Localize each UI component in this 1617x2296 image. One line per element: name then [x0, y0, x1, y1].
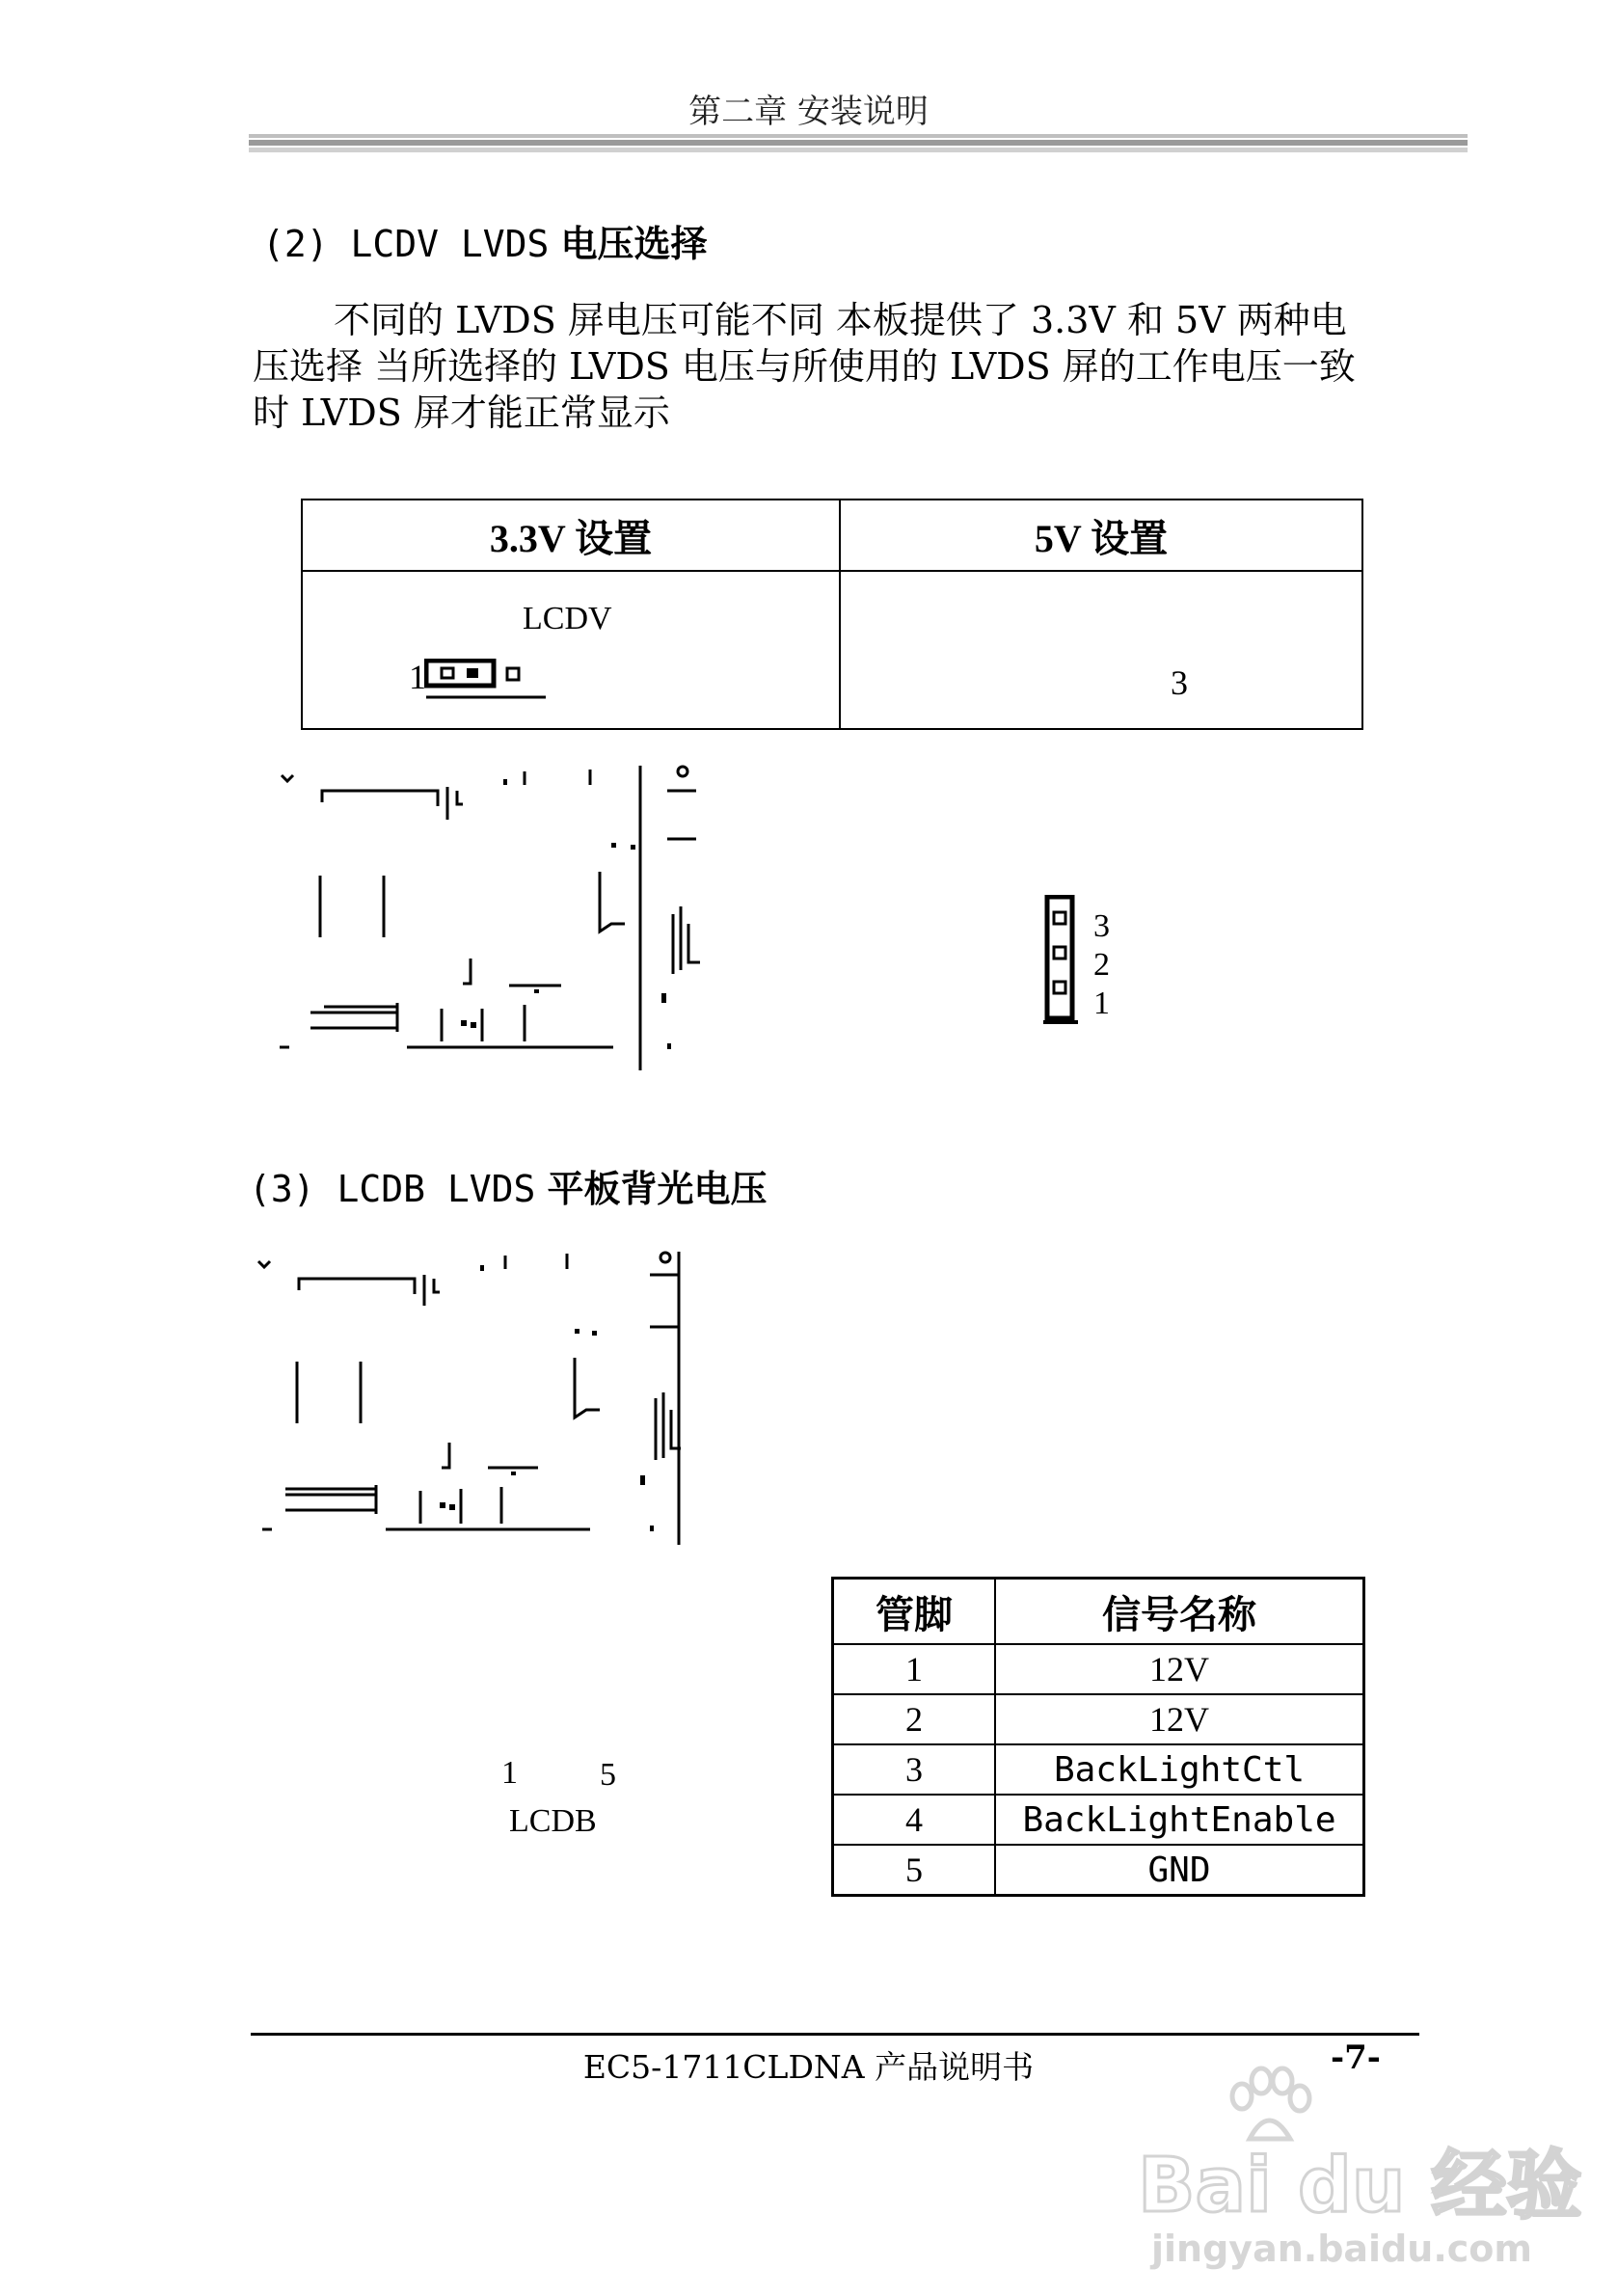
signal-col-header: 信号名称 — [995, 1579, 1364, 1645]
section-2-heading — [262, 214, 708, 267]
pin-cell: 1 — [833, 1644, 996, 1694]
footer-title: EC5-1711CLDNA 产品说明书 — [582, 2048, 1035, 2086]
section-2-heading-text: 电压选择 — [560, 223, 708, 265]
table-row — [833, 1694, 1364, 1744]
section-2-paragraph — [253, 297, 1419, 436]
cell-3v3-setting — [302, 571, 840, 729]
header-divider — [249, 131, 1468, 160]
paragraph-line-1: 不同的 LVDS 屏电压可能不同 本板提供了 3.3V 和 5V 两种电 — [334, 299, 1347, 341]
page-header-title: 第二章 安装说明 — [688, 93, 929, 131]
table-row — [833, 1795, 1364, 1845]
pin-3-label: 3 — [1171, 663, 1188, 702]
pin-cell: 2 — [833, 1694, 996, 1744]
watermark-brand: Bai du 经验 — [1138, 2143, 1582, 2229]
lcdb-pin-table — [831, 1577, 1365, 1897]
pin-cell: 3 — [833, 1744, 996, 1795]
section-3-heading — [249, 1159, 768, 1212]
table-row — [833, 1644, 1364, 1694]
footer-divider — [251, 2033, 1419, 2036]
signal-cell: BackLightCtl — [995, 1744, 1364, 1795]
pin-col-header: 管脚 — [833, 1579, 996, 1645]
signal-cell: BackLightEnable — [995, 1795, 1364, 1845]
paragraph-line-3: 时 LVDS 屏才能正常显示 — [253, 392, 670, 434]
cell-5v-setting — [840, 571, 1362, 729]
page-number: -7- — [1331, 2039, 1381, 2077]
section-3-heading-text: 平板背光电压 — [547, 1168, 768, 1210]
jumper-3v3-icon — [424, 659, 550, 701]
pin-cell: 4 — [833, 1795, 996, 1845]
table-row — [833, 1845, 1364, 1896]
lcdv-label: LCDV — [523, 601, 612, 636]
col-header-5v: 5V 设置 — [840, 500, 1362, 571]
connector-pin-2: 2 — [1093, 947, 1110, 983]
signal-cell: GND — [995, 1845, 1364, 1896]
col-header-3v3: 3.3V 设置 — [302, 500, 840, 571]
lcdb-pin-1-label: 1 — [501, 1755, 518, 1791]
lcdb-label: LCDB — [509, 1803, 597, 1839]
pin-1-label: 1 — [409, 658, 426, 696]
connector-pin-3: 3 — [1093, 908, 1110, 944]
board-layout-diagram-1 — [272, 752, 706, 1070]
connector-3pin-icon — [1043, 895, 1082, 1026]
watermark-url: jingyan.baidu.com — [1151, 2228, 1532, 2270]
connector-pin-1: 1 — [1093, 986, 1110, 1021]
section-3-heading-num: (3) LCDB LVDS — [249, 1168, 536, 1210]
board-layout-diagram-2 — [253, 1236, 687, 1554]
signal-cell: 12V — [995, 1694, 1364, 1744]
paragraph-line-2: 压选择 当所选择的 LVDS 电压与所使用的 LVDS 屏的工作电压一致 — [253, 345, 1356, 388]
pin-cell: 5 — [833, 1845, 996, 1896]
signal-cell: 12V — [995, 1644, 1364, 1694]
table-row — [833, 1744, 1364, 1795]
voltage-config-table — [301, 499, 1363, 730]
lcdb-pin-5-label: 5 — [600, 1757, 616, 1793]
baidu-watermark — [1138, 2064, 1582, 2276]
section-2-heading-num: (2) LCDV LVDS — [262, 223, 550, 265]
